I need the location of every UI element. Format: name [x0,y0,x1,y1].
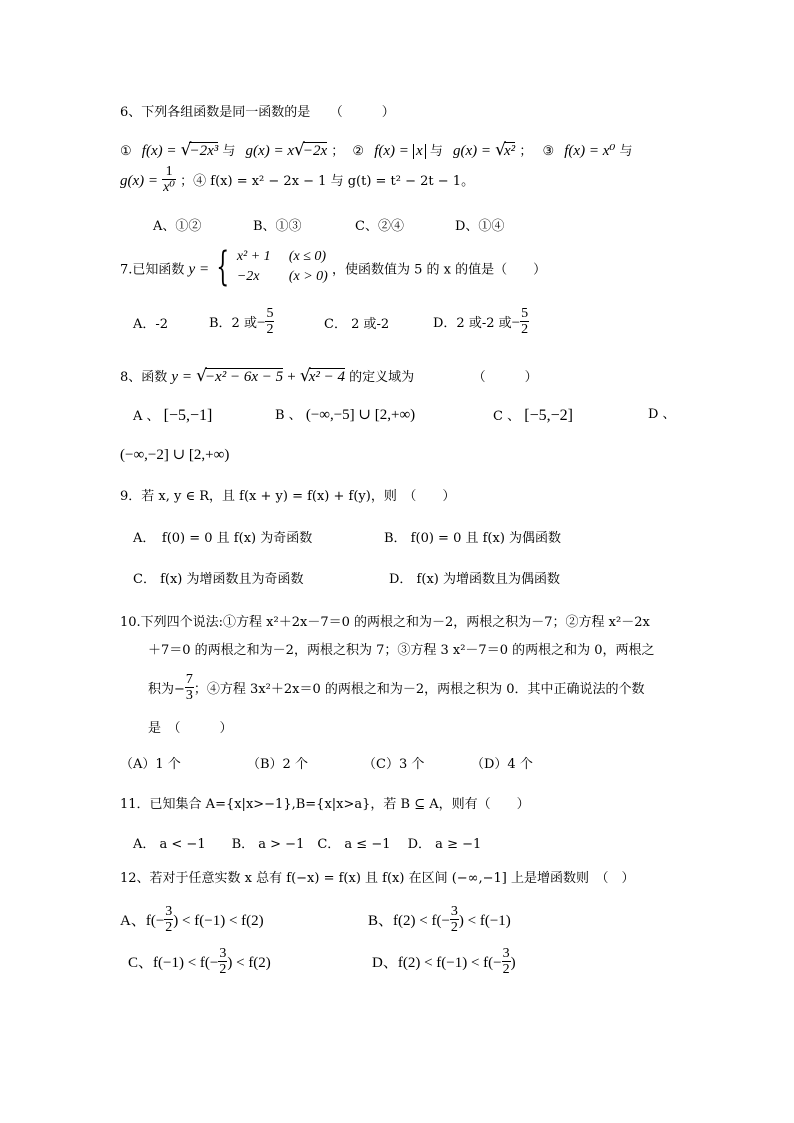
q12-c-fraction [218,946,227,977]
q12-b-den: 2 [450,920,458,935]
q7-piecewise [237,247,328,287]
q7-y-eq: y = [188,261,210,278]
q8-option-c-label: C 、 [493,409,521,424]
q7-case1-expr: x² + 1 [236,249,271,264]
q12-d-num: 3 [502,946,510,961]
q10-line3-prefix: 积为 [148,682,175,697]
q7-stem [120,244,547,290]
q10-fraction-num: 7 [185,672,193,687]
q7-option-d-text: D．2 或-2 或 [433,316,512,331]
q6-c2-label: ② [352,144,365,159]
q10-fraction [185,672,194,703]
q6-choices-line [120,142,633,159]
q12-option-a [120,906,264,937]
q7-stem-suffix: ，使函数值为 5 的 x 的值是（ ） [331,262,547,278]
q6-c1-f: f(x) = [141,143,177,159]
q6-c3-fraction [162,164,176,195]
q6-c3-g: g(x) = [120,173,159,189]
q12-b-post: ) < f(−1) [458,913,511,929]
q8-radicand-2: x² − 4 [308,369,345,385]
q10-line3 [148,674,645,705]
q10-option-d: （D）4 个 [471,757,533,772]
q6-option-c: C、②④ [355,219,404,234]
q12-a-den: 2 [165,920,173,935]
q6-c2-mid: 与 [429,144,443,159]
q9-stem: 9．若 x, y ∈ R，且 f(x + y) = f(x) + f(y)，则 （ ） [120,489,456,504]
q7-option-d-num: 5 [521,306,529,321]
q6-c1-label: ① [120,144,132,159]
q12-a-fraction [164,904,173,935]
q6-choices-line2 [120,166,474,197]
radical-icon: √ [293,140,305,160]
q10-fraction-den: 3 [185,688,193,703]
q8-option-b-label: B 、 [275,408,302,423]
q6-option-a: A、①② [153,219,202,234]
q12-option-d [372,948,516,979]
q6-c2-g-radicand: x² [504,143,516,159]
q6-c1-sep: ； [331,144,345,159]
q9-option-d: D． f(x) 为增函数且为偶函数 [389,572,560,587]
q8-option-d-value: (−∞,−2] ∪ [2,+∞) [120,447,230,463]
q6-option-d: D、①④ [455,219,505,234]
q6-c3-mid: 与 [619,144,633,159]
q6-c1-mid: 与 [222,144,236,159]
q6-c3-label: ③ [542,144,555,159]
q12-c-num: 3 [219,946,227,961]
q7-option-b-den: 2 [266,322,274,337]
q9-option-b: B． f(0) = 0 且 f(x) 为偶函数 [384,531,562,546]
radical-icon: √ [180,140,192,160]
q8-y-eq: y = [171,369,192,385]
q8-option-d-label: D 、 [648,407,676,422]
q6-c2-f: f(x) = [374,143,409,159]
q7-option-b-text: B．2 或 [209,316,257,331]
q7-option-b [209,308,274,339]
q8-option-a [133,408,212,424]
q6-c1-f-radicand: −2x³ [189,143,219,159]
q12-a-num: 3 [165,904,173,919]
left-brace-icon: { [216,244,230,290]
q9-option-c: C． f(x) 为增函数且为奇函数 [133,572,304,587]
q6-c3-f: f(x) = x⁰ [564,143,616,159]
q6-option-b: B、①③ [253,219,302,234]
q12-c-post: ) < f(2) [227,955,271,971]
q6-c4-text: ；④ f(x) = x² − 2x − 1 与 g(t) = t² − 2t − 1。 [180,174,475,189]
q11-options: A． a < −1 B． a > −1 C． a ≤ −1 D． a ≥ −1 [133,837,482,852]
q8-option-a-label: A 、 [133,409,160,424]
q10-line1: 10.下列四个说法:①方程 x²＋2x－7＝0 的两根之和为－2，两根之积为－7；②方程 x²－2x [120,615,650,630]
q7-stem-prefix: 7.已知函数 [120,262,185,278]
q7-option-d [433,308,529,339]
q10-option-c: （C）3 个 [363,757,425,772]
q11-stem: 11．已知集合 A={x|x>−1},B={x|x>a}，若 B ⊆ A，则有（ ） [120,797,530,812]
q7-option-b-num: 5 [266,306,274,321]
q9-option-a: A． f(0) = 0 且 f(x) 为奇函数 [133,531,313,546]
q12-c-pre: C、f(−1) < f(− [128,955,219,971]
q10-line3-sign: − [174,682,185,697]
q7-option-b-sign: − [256,315,266,331]
radical-icon: √ [495,140,507,160]
q12-b-pre: B、f(2) < f(− [368,913,450,929]
q6-c1-g-radicand: −2x [302,143,328,159]
q6-stem: 6、下列各组函数是同一函数的是 （ ） [120,105,395,120]
q12-b-fraction [450,904,459,935]
q12-b-num: 3 [450,904,458,919]
q8-plus: + [287,369,296,385]
q12-d-fraction [502,946,511,977]
q6-c2-g: g(x) = [453,143,492,159]
radical-icon: √ [299,366,311,386]
q10-line2: ＋7＝0 的两根之和为－2，两根之积为 7；③方程 3 x²－7＝0 的两根之和为 0，两根之 [148,643,655,658]
q8-stem-suffix: 的定义域为 （ ） [349,370,538,385]
q8-stem [120,368,538,385]
q7-case2 [237,267,328,287]
q10-line3-suffix: ；④方程 3x²＋2x＝0 的两根之和为－2，两根之积为 0．其中正确说法的个数 [193,682,645,697]
q12-d-pre: D、f(2) < f(−1) < f(− [372,955,502,971]
q6-c1-g: g(x) = x [245,143,294,159]
q6-c3-num: 1 [162,164,176,180]
radical-icon: √ [196,366,207,386]
q10-option-b: （B）2 个 [247,757,308,772]
q7-case2-expr: −2x [236,269,260,284]
q7-option-d-fraction [520,306,529,337]
q12-d-den: 2 [502,962,510,977]
q12-c-den: 2 [219,962,227,977]
q7-case1 [237,247,328,267]
q8-option-a-value: [−5,−1] [163,407,213,424]
q8-radicand-1: −x² − 6x − 5 [204,369,284,385]
q6-c2-f-abs: x [413,144,426,159]
q7-option-d-den: 2 [521,322,529,337]
q8-option-c-value: [−5,−2] [524,407,573,424]
q7-option-c: C． 2 或-2 [324,317,390,332]
q12-option-b [368,906,511,937]
q8-option-c [493,408,573,424]
q12-a-post: ) < f(−1) < f(2) [173,913,264,929]
q10-line4: 是 （ ） [148,721,233,736]
q7-option-d-sign: − [511,315,521,331]
q6-c3-den: x⁰ [163,180,175,195]
q7-option-a: A．-2 [133,317,169,332]
q12-stem: 12、若对于任意实数 x 总有 f(−x) = f(x) 且 f(x) 在区间 (−∞,−1] 上是增函数则 （ ） [120,871,635,886]
q10-option-a: （A）1 个 [120,757,181,772]
q12-d-post: ) [510,955,516,971]
q12-a-pre: A、f(− [120,913,165,929]
q7-case2-cond: (x > 0) [288,269,328,284]
q7-option-b-fraction [265,306,274,337]
q8-option-b-value: (−∞,−5] ∪ [2,+∞) [305,407,416,423]
q6-c2-sep: ； [519,144,533,159]
q7-case1-cond: (x ≤ 0) [288,249,327,264]
q12-option-c [128,948,271,979]
q8-stem-prefix: 8、函数 [120,370,168,385]
q8-option-b [275,408,415,423]
